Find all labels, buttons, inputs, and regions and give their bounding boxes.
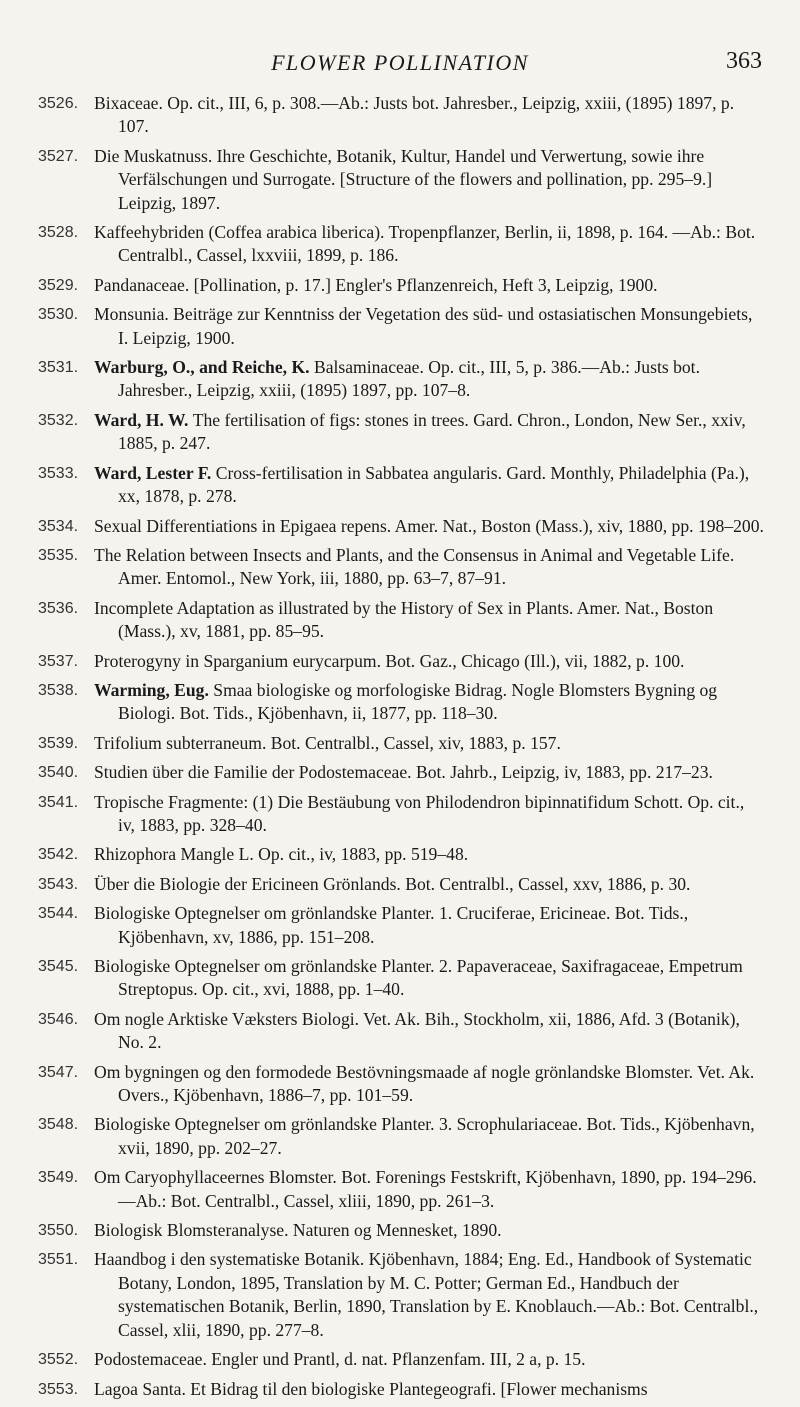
entry-body [94,597,764,644]
entry-text: Monsunia. Beiträge zur Kenntniss der Vegetation des süd- und ostasiatischen Monsungebiets, I. Leipzig, 1900. [94,304,753,348]
bibliography-entry [0,955,800,1002]
entry-number: 3527. [38,147,79,165]
entry-number: 3534. [38,517,79,535]
entry-text: The fertilisation of figs: stones in trees. Gard. Chron., London, New Ser., xxiv, 1885, p. 247. [118,409,746,454]
entry-number: 3547. [38,1063,79,1081]
entry-text: Podostemaceae. Engler und Prantl, d. nat. Pflanzenfam. III, 2 a, p. 15. [94,1349,586,1370]
entry-text: Biologiske Optegnelser om grönlandske Planter. 3. Scrophulariaceae. Bot. Tids., Kjöbenhavn, xvii, 1890, pp. 202–27. [94,1114,755,1158]
entry-number: 3535. [38,546,79,564]
entry-body [94,462,764,509]
page-number: 363 [726,48,762,74]
entry-body [94,1113,764,1160]
entry-number: 3532. [38,411,79,429]
entry-body [94,873,764,896]
entry-body [94,1061,764,1108]
bibliography-entry [0,902,800,949]
entry-number: 3531. [38,359,79,377]
bibliography-entry [0,873,800,896]
entry-number: 3548. [38,1116,79,1134]
bibliography-entry [0,1113,800,1160]
entry-body [94,1248,764,1342]
entry-number: 3552. [38,1351,79,1369]
bibliography-entry [0,544,800,591]
entry-body [94,1348,764,1371]
entry-number: 3551. [38,1251,79,1269]
bibliography-entry [0,1061,800,1108]
entry-body [94,92,764,139]
entry-number: 3529. [38,276,79,294]
entry-text: Studien über die Familie der Podostemaceae. Bot. Jahrb., Leipzig, iv, 1883, pp. 217–23. [94,762,713,783]
bibliography-entry [0,1008,800,1055]
entry-text: Lagoa Santa. Et Bidrag til den biologiske Plantegeografi. [Flower mechanisms [94,1378,648,1399]
entry-body [94,221,764,268]
bibliography-entry [0,145,800,215]
entry-number: 3539. [38,734,79,752]
entry-number: 3538. [38,681,79,699]
entry-number: 3528. [38,224,79,242]
bibliography-entry [0,92,800,139]
bibliography-list [0,92,800,1407]
entry-body [94,1008,764,1055]
entry-text: Biologisk Blomsteranalyse. Naturen og Mennesket, 1890. [94,1220,502,1241]
entry-author: Warming, Eug. [94,679,209,700]
entry-body [94,1166,764,1213]
entry-text: Die Muskatnuss. Ihre Geschichte, Botanik, Kultur, Handel und Verwertung, sowie ihre Verfälschungen und Surrogate. [Structure of the flowers and pollination, pp. 295–9.] Leipzig, 1897. [94,145,713,213]
entry-body [94,955,764,1002]
entry-number: 3541. [38,793,79,811]
entry-author: Warburg, O., and Reiche, K. [94,357,310,378]
entry-number: 3540. [38,764,79,782]
bibliography-entry [0,679,800,726]
running-title: FLOWER POLLINATION [271,50,529,75]
entry-text: Om Caryophyllaceernes Blomster. Bot. Forenings Festskrift, Kjöbenhavn, 1890, pp. 194–296.—Ab.: Bot. Centralbl., Cassel, xliii, 1890, pp. 261–3. [94,1167,757,1211]
entry-body [94,274,764,297]
entry-text: Cross-fertilisation in Sabbatea angularis. Gard. Monthly, Philadelphia (Pa.), xx, 1878, p. 278. [118,462,750,507]
entry-text: Balsaminaceae. Op. cit., III, 5, p. 386.—Ab.: Justs bot. Jahresber., Leipzig, xxiii, (1895) 1897, pp. 107–8. [118,357,700,401]
bibliography-entry [0,221,800,268]
bibliography-entry [0,515,800,538]
bibliography-entry [0,791,800,838]
entry-body [94,145,764,215]
entry-text: Om nogle Arktiske Væksters Biologi. Vet. Ak. Bih., Stockholm, xii, 1886, Afd. 3 (Botanik), No. 2. [94,1008,740,1053]
entry-author: Ward, H. W. [94,409,189,430]
entry-body [94,356,764,403]
entry-body [94,409,764,456]
entry-body [94,902,764,949]
entry-text: Über die Biologie der Ericineen Grönlands. Bot. Centralbl., Cassel, xxv, 1886, p. 30. [94,873,691,894]
entry-text: Haandbog i den systematiske Botanik. Kjöbenhavn, 1884; Eng. Ed., Handbook of Systematic Botany, London, 1895, Translation by M. C. Potter; German Ed., Handbuch der systematischen Botanik, Berlin, 1890, Translation by E. Knoblauch.—Ab.: Bot. Centralbl., Cassel, xlii, 1890, pp. 277–8. [94,1249,759,1340]
entry-text: Trifolium subterraneum. Bot. Centralbl., Cassel, xiv, 1883, p. 157. [94,732,561,753]
bibliography-entry [0,732,800,755]
entry-text: Om bygningen og den formodede Bestövningsmaade af nogle grönlandske Blomster. Vet. Ak. Overs., Kjöbenhavn, 1886–7, pp. 101–59. [94,1061,755,1106]
bibliography-entry [0,356,800,403]
entry-text: Proterogyny in Sparganium eurycarpum. Bot. Gaz., Chicago (Ill.), vii, 1882, p. 100. [94,650,685,671]
entry-text: The Relation between Insects and Plants, and the Consensus in Animal and Vegetable Life. Amer. Entomol., New York, iii, 1880, pp. 63–7, 87–91. [94,544,735,589]
entry-number: 3526. [38,95,79,112]
entry-number: 3536. [38,599,79,617]
entry-number: 3550. [38,1222,79,1240]
entry-number: 3543. [38,875,79,893]
entry-number: 3542. [38,846,79,864]
entry-body [94,303,764,350]
entry-body [94,544,764,591]
bibliography-entry [0,462,800,509]
entry-body [94,515,764,538]
entry-body [94,1378,764,1401]
entry-number: 3537. [38,652,79,670]
bibliography-entry [0,761,800,784]
entry-number: 3546. [38,1010,79,1028]
entry-body [94,843,764,866]
bibliography-entry [0,1348,800,1371]
bibliography-entry [0,1219,800,1242]
bibliography-entry [0,597,800,644]
entry-body [94,679,764,726]
entry-text: Biologiske Optegnelser om grönlandske Planter. 2. Papaveraceae, Saxifragaceae, Empetrum Streptopus. Op. cit., xvi, 1888, pp. 1–40. [94,956,743,1000]
entry-body [94,1219,764,1242]
entry-body [94,650,764,673]
entry-body [94,732,764,755]
bibliography-entry [0,303,800,350]
bibliography-entry [0,409,800,456]
running-head [0,44,800,84]
entry-number: 3549. [38,1169,79,1187]
entry-number: 3544. [38,905,79,923]
bibliography-entry [0,1248,800,1342]
entry-author: Ward, Lester F. [94,462,212,483]
entry-number: 3533. [38,464,79,482]
bibliography-entry [0,1166,800,1213]
entry-number: 3545. [38,958,79,975]
entry-text: Incomplete Adaptation as illustrated by the History of Sex in Plants. Amer. Nat., Boston (Mass.), xv, 1881, pp. 85–95. [94,597,714,642]
entry-text: Kaffeehybriden (Coffea arabica liberica). Tropenpflanzer, Berlin, ii, 1898, p. 164. —Ab.: Bot. Centralbl., Cassel, lxxviii, 1899, p. 186. [94,222,756,266]
entry-text: Smaa biologiske og morfologiske Bidrag. Nogle Blomsters Bygning og Biologi. Bot. Tids., Kjöbenhavn, ii, 1877, pp. 118–30. [118,679,718,724]
entry-text: Bixaceae. Op. cit., III, 6, p. 308.—Ab.: Justs bot. Jahresber., Leipzig, xxiii, (1895) 1897, p. 107. [94,93,735,137]
bibliography-entry [0,843,800,866]
entry-text: Tropische Fragmente: (1) Die Bestäubung von Philodendron bipinnatifidum Schott. Op. cit., iv, 1883, pp. 328–40. [94,791,745,835]
entry-text: Pandanaceae. [Pollination, p. 17.] Engler's Pflanzenreich, Heft 3, Leipzig, 1900. [94,274,658,295]
entry-number: 3530. [38,306,79,324]
entry-text: Sexual Differentiations in Epigaea repens. Amer. Nat., Boston (Mass.), xiv, 1880, pp. 198–200. [94,515,764,536]
entry-text: Biologiske Optegnelser om grönlandske Planter. 1. Cruciferae, Ericineae. Bot. Tids., Kjöbenhavn, xv, 1886, pp. 151–208. [94,903,689,947]
bibliography-entry [0,1378,800,1401]
entry-text: Rhizophora Mangle L. Op. cit., iv, 1883, pp. 519–48. [94,844,469,865]
bibliography-entry [0,274,800,297]
entry-number: 3553. [38,1380,79,1398]
entry-body [94,791,764,838]
bibliography-entry [0,650,800,673]
entry-body [94,761,764,784]
